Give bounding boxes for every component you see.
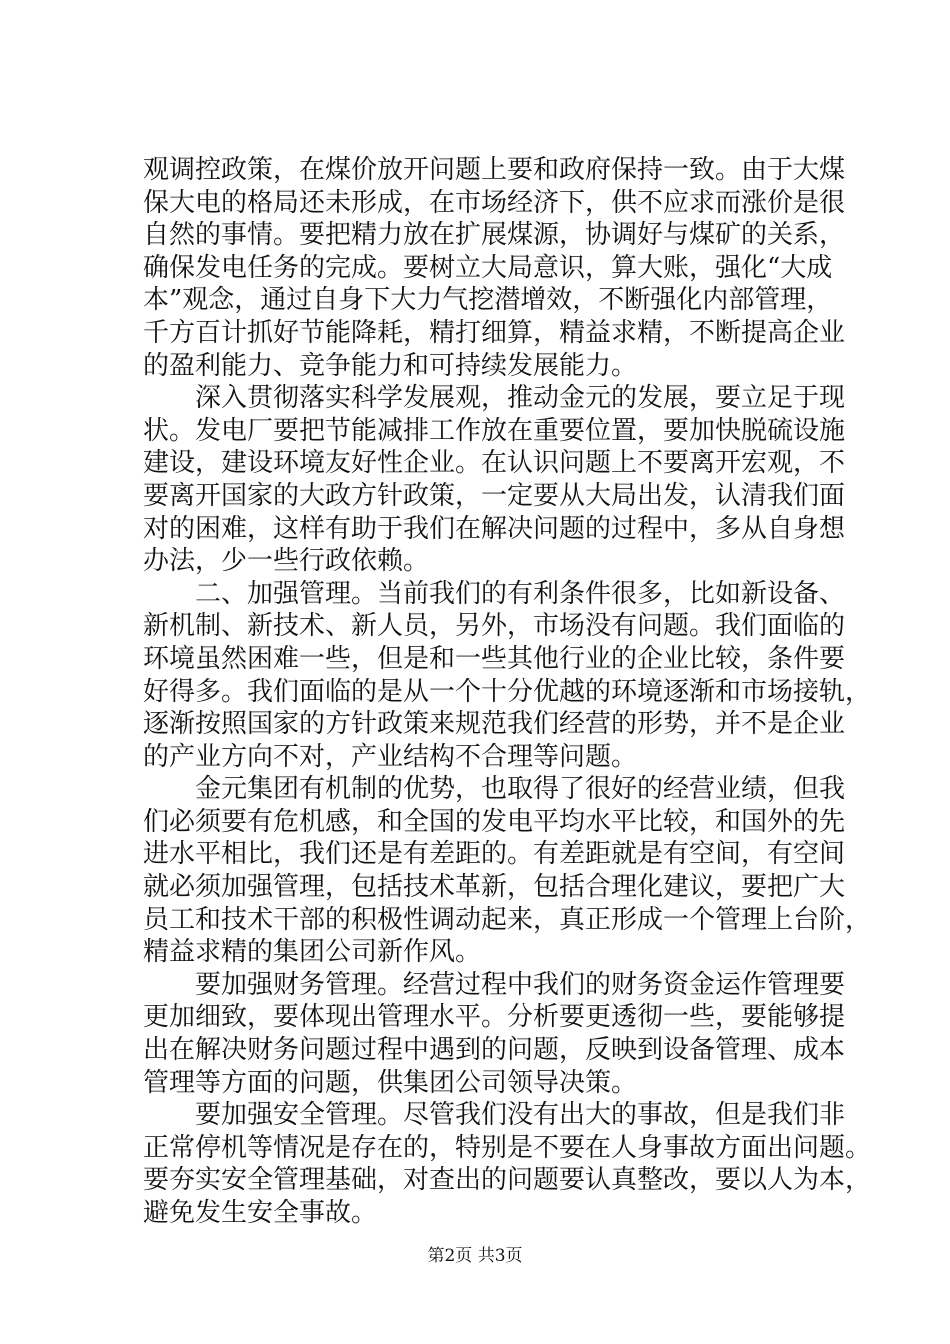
paragraph-first-line: 要加强安全管理。尽管我们没有出大的事故，但是我们非: [195, 1100, 846, 1131]
text-line: 本”观念，通过自身下大力气挖潜增效，不断强化内部管理，: [143, 285, 833, 316]
text-line: 自然的事情。要把精力放在扩展煤源，协调好与煤矿的关系，: [143, 220, 846, 251]
text-line: 就必须加强管理，包括技术革新，包括合理化建议，要把广大: [143, 872, 846, 903]
text-line: 观调控政策，在煤价放开问题上要和政府保持一致。由于大煤: [143, 155, 846, 185]
text-line: 保大电的格局还未形成，在市场经济下，供不应求而涨价是很: [143, 187, 846, 218]
text-line: 千方百计抓好节能降耗，精打细算，精益求精，不断提高企业: [143, 317, 846, 348]
text-line: 避免发生安全事故。: [143, 1198, 378, 1228]
text-line: 对的困难，这样有助于我们在解决问题的过程中，多从自身想: [143, 513, 846, 544]
text-line: 的盈利能力、竞争能力和可持续发展能力。: [143, 350, 638, 381]
text-line: 逐渐按照国家的方针政策来规范我们经营的形势，并不是企业: [143, 709, 846, 740]
paragraph-first-line: 深入贯彻落实科学发展观，推动金元的发展，要立足于现: [195, 383, 846, 414]
text-line: 新机制、新技术、新人员，另外，市场没有问题。我们面临的: [143, 611, 846, 642]
text-line: 更加细致，要体现出管理水平。分析要更透彻一些，要能够提: [143, 1002, 846, 1033]
text-line: 们必须要有危机感，和全国的发电平均水平比较，和国外的先: [143, 806, 846, 837]
text-line: 精益求精的集团公司新作风。: [143, 937, 482, 968]
text-line: 员工和技术干部的积极性调动起来，真正形成一个管理上台阶，: [143, 904, 872, 935]
paragraph-first-line: 二、加强管理。当前我们的有利条件很多，比如新设备、: [195, 578, 846, 609]
text-line: 出在解决财务问题过程中遇到的问题，反映到设备管理、成本: [143, 1035, 846, 1066]
text-line: 要离开国家的大政方针政策，一定要从大局出发，认清我们面: [143, 480, 846, 511]
text-line: 确保发电任务的完成。要树立大局意识，算大账，强化“大成: [143, 252, 833, 283]
text-line: 建设，建设环境友好性企业。在认识问题上不要离开宏观，不: [143, 448, 846, 479]
document-body: [143, 154, 872, 1230]
text-line: 状。发电厂要把节能减排工作放在重要位置，要加快脱硫设施: [143, 415, 846, 446]
text-line: 管理等方面的问题，供集团公司领导决策。: [143, 1067, 638, 1098]
text-line: 正常停机等情况是存在的，特别是不要在人身事故方面出问题。: [143, 1132, 872, 1163]
text-line: 好得多。我们面临的是从一个十分优越的环境逐渐和市场接轨，: [143, 676, 872, 707]
text-line: 环境虽然困难一些，但是和一些其他行业的企业比较，条件要: [143, 643, 846, 674]
text-line: 的产业方向不对，产业结构不合理等问题。: [143, 741, 638, 772]
text-line: 进水平相比，我们还是有差距的。有差距就是有空间，有空间: [143, 839, 846, 870]
text-line: 办法，少一些行政依赖。: [143, 546, 430, 577]
text-line: 要夯实安全管理基础，对查出的问题要认真整改，要以人为本，: [143, 1165, 872, 1196]
page-footer: 第2页 共3页: [427, 1246, 523, 1266]
paragraph-first-line: 金元集团有机制的优势，也取得了很好的经营业绩，但我: [195, 774, 846, 805]
paragraph-first-line: 要加强财务管理。经营过程中我们的财务资金运作管理要: [195, 969, 846, 1000]
